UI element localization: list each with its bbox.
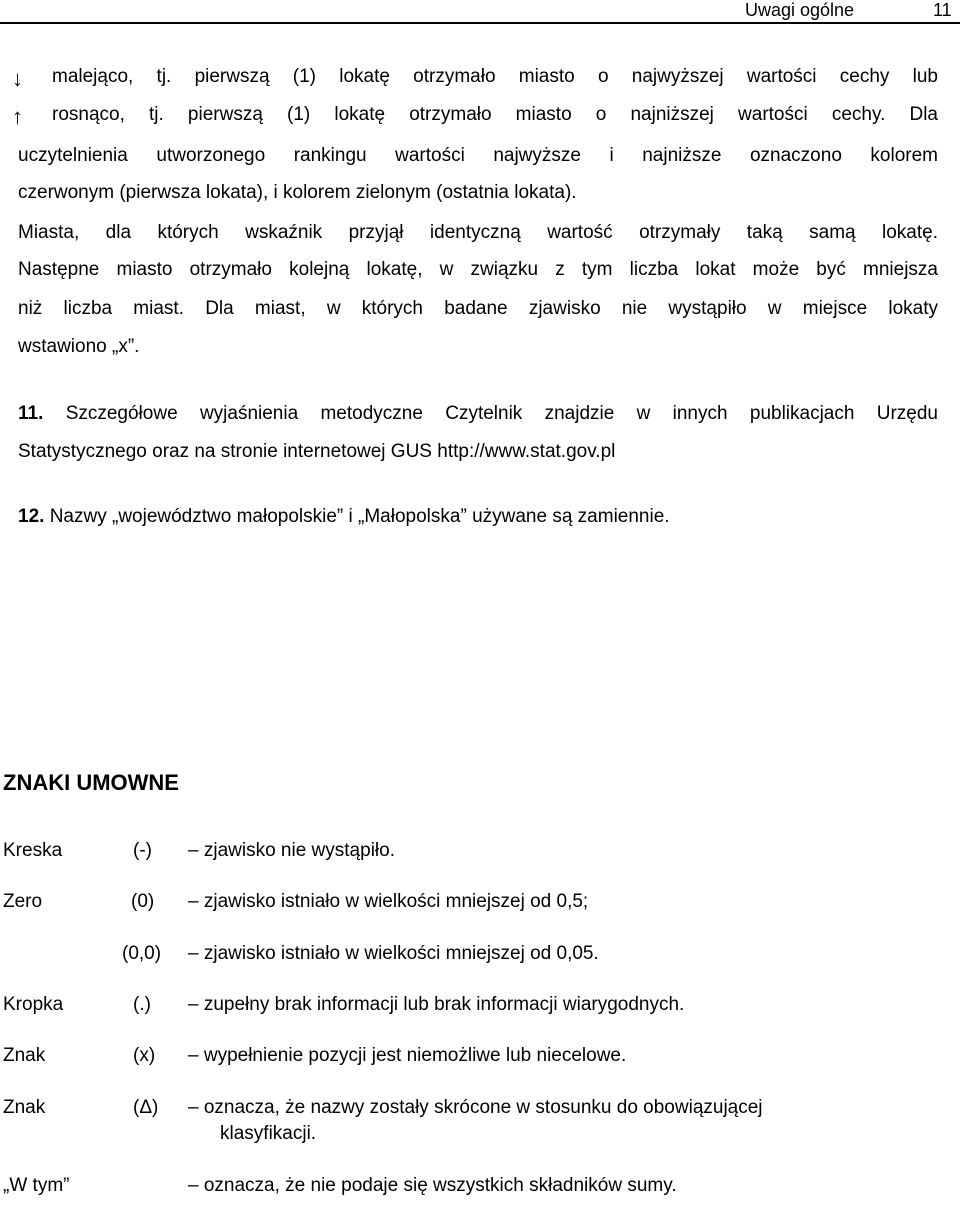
symbol-code: (.) [133, 994, 151, 1015]
symbol-row [0, 943, 960, 973]
symbol-description: – zjawisko istniało w wielkości mniejszej od 0,5; [188, 891, 589, 912]
symbol-name: Znak [3, 1097, 46, 1118]
note-12-text: Nazwy „województwo małopolskie” i „Małopolska” używane są zamiennie. [49, 506, 670, 527]
symbol-row [0, 1097, 960, 1157]
paragraph-line: czerwonym (pierwsza lokata), i kolorem zielonym (ostatnia lokata). [18, 182, 577, 203]
symbol-row [0, 994, 960, 1024]
note-11-text: Szczegółowe wyjaśnienia metodyczne Czytelnik znajdzie w innych publikacjach Urzędu [65, 403, 938, 424]
symbol-description: – wypełnienie pozycji jest niemożliwe lub niecelowe. [188, 1045, 627, 1066]
symbol-code: (0,0) [122, 943, 162, 964]
symbol-name: Kreska [3, 840, 63, 861]
page-header [0, 0, 960, 24]
paragraph-line: Miasta, dla których wskaźnik przyjął identyczną wartość otrzymały taką samą lokatę. [18, 222, 938, 243]
symbol-description-cont: klasyfikacji. [220, 1123, 317, 1144]
symbol-code: (-) [133, 840, 152, 861]
header-title: Uwagi ogólne [745, 0, 855, 20]
symbol-name: Kropka [3, 994, 64, 1015]
symbol-name: „W tym” [3, 1175, 70, 1196]
symbol-description: – zjawisko istniało w wielkości mniejszej od 0,05. [188, 943, 599, 964]
symbol-code: (x) [133, 1045, 156, 1066]
arrow-down-icon: ↓ [12, 66, 23, 91]
note-12-number: 12. [18, 506, 45, 527]
note-11-line1 [18, 403, 938, 425]
page-number: 11 [933, 0, 952, 20]
symbol-description: – oznacza, że nazwy zostały skrócone w stosunku do obowiązującej [188, 1097, 763, 1118]
symbol-row [0, 1045, 960, 1075]
note-11-number: 11. [18, 403, 44, 424]
paragraph-line: rosnąco, tj. pierwszą (1) lokatę otrzymało miasto o najniższej wartości cechy. Dla [52, 104, 938, 125]
symbol-name: Zero [3, 891, 43, 912]
paragraph-line: malejąco, tj. pierwszą (1) lokatę otrzymało miasto o najwyższej wartości cechy lub [52, 66, 938, 87]
symbol-row [0, 891, 960, 921]
paragraph-line: niż liczba miast. Dla miast, w których badane zjawisko nie wystąpiło w miejsce lokaty [18, 298, 938, 319]
symbol-row [0, 840, 960, 870]
symbols-title: ZNAKI UMOWNE [3, 770, 179, 795]
note-12 [18, 506, 670, 528]
note-11-line2: Statystycznego oraz na stronie internetowej GUS http://www.stat.gov.pl [18, 441, 616, 462]
symbol-description: – zupełny brak informacji lub brak informacji wiarygodnych. [188, 994, 685, 1015]
symbol-row [0, 1175, 960, 1205]
symbol-name: Znak [3, 1045, 46, 1066]
paragraph-line: wstawiono „x”. [18, 336, 140, 357]
paragraph-line: uczytelnienia utworzonego rankingu wartości najwyższe i najniższe oznaczono kolorem [18, 145, 938, 166]
paragraph-line: Następne miasto otrzymało kolejną lokatę, w związku z tym liczba lokat może być mniejsza [18, 259, 938, 280]
symbol-description: – zjawisko nie wystąpiło. [188, 840, 395, 861]
symbol-code: (0) [131, 891, 155, 912]
arrow-up-icon: ↑ [12, 104, 23, 129]
symbol-code: (Δ) [133, 1097, 159, 1118]
symbol-description: – oznacza, że nie podaje się wszystkich składników sumy. [188, 1175, 677, 1196]
